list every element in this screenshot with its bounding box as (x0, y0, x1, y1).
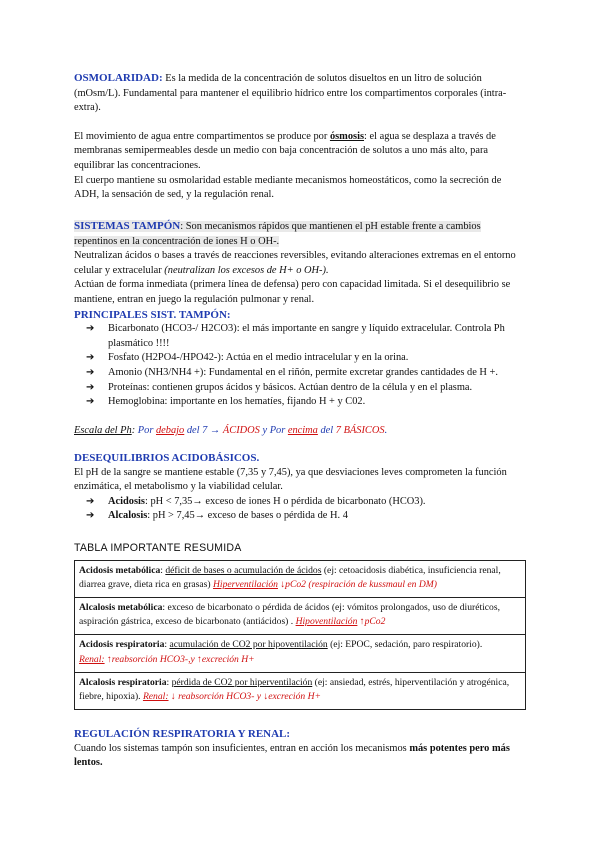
section-desequilibrios (74, 451, 526, 524)
tampon-text: : Son mecanismos rápidos que mantienen el pH estable frente a cambios repentinos en la concentración de iones H o OH-. (74, 221, 481, 247)
list-item: ➔ Alcalosis: pH > 7,45→ exceso de bases o pérdida de H. 4 (74, 509, 526, 524)
arrow-right-icon: ➔ (86, 352, 95, 364)
list-item: ➔ Amonio (NH3/NH4 +): Fundamental en el riñón, permite excretar grandes cantidades de H +. (74, 366, 526, 381)
list-item: ➔ Bicarbonato (HCO3-/ H2CO3): el más importante en sangre y líquido extracelular. Controla Ph plasmático !!!! (86, 323, 505, 349)
escala-line: Escala del Ph: Por debajo del 7 → ÁCIDOS y Por encima del 7 BÁSICOS. (74, 425, 388, 436)
arrow-right-icon: ➔ (86, 396, 95, 408)
arrow-right-icon: ➔ (86, 495, 95, 507)
section-sistemas-tampon (74, 219, 526, 410)
table-row (75, 635, 526, 672)
osmo-text: Es la medida de la concentración de solutos disueltos en un litro de solución (mOsm/L). Fundamental para mantener el equilibrio hídrico entre los compartimentos corporales (intra-extra). (74, 73, 507, 114)
arrow-right-icon: ➔ (86, 510, 95, 522)
section-tabla (74, 541, 526, 710)
tampon-heading: SISTEMAS TAMPÓN (74, 220, 181, 232)
list-item: ➔ Hemoglobina: importante en los hematíes, fijando H + y C02. (74, 395, 526, 410)
osmosis-term: ósmosis (329, 130, 365, 142)
summary-table (74, 560, 526, 711)
arrow-right-icon: ➔ (86, 366, 95, 378)
table-row (75, 560, 526, 597)
osmo-paragraph-1 (74, 71, 526, 116)
regulacion-heading: REGULACIÓN RESPIRATORIA Y RENAL: (74, 728, 291, 740)
principales-heading: PRINCIPALES SIST. TAMPÓN: (74, 308, 231, 321)
osmo-paragraph-2: El movimiento de agua entre compartimentos se produce por ósmosis: el agua se desplaza a través de membranas semipermeables desde un medio con baja concentración de solutos a uno más alto, para equilibrar las concentraciones. (74, 130, 496, 171)
arrow-right-icon: ➔ (86, 323, 95, 335)
buffer-systems-list (74, 322, 526, 410)
tampon-paragraph-2: Neutralizan ácidos o bases a través de reacciones reversibles, evitando alteraciones extremas en el entorno celular y extracelular (neutralizan los excesos de H+ o OH-). (74, 250, 516, 276)
arrow-right-icon: ➔ (86, 381, 95, 393)
deseq-heading: DESEQUILIBRIOS ACIDOBÁSICOS. (74, 452, 260, 464)
table-title: TABLA IMPORTANTE RESUMIDA (74, 542, 242, 554)
section-regulacion (74, 727, 526, 771)
deseq-list (74, 495, 526, 524)
regulacion-paragraph: Cuando los sistemas tampón son insuficientes, entran en acción los mecanismos más potentes pero más lentos. (74, 742, 510, 769)
table-row (75, 598, 526, 635)
table-cell: Alcalosis respiratoria: pérdida de CO2 por hiperventilación (ej: ansiedad, estrés, hiperventilación y atrogénica, fiebre, hipoxia). Renal: ↓ reabsorción HCO3- y ↓excreción H+ (75, 672, 526, 709)
list-item: ➔ Acidosis: pH < 7,35→ exceso de iones H o pérdida de bicarbonato (HCO3). (74, 495, 526, 510)
table-cell: Alcalosis metabólica: exceso de bicarbonato o pérdida de ácidos (ej: vómitos prolongados, uso de diuréticos, aspiración gástrica, exceso de bicarbonato (antiácidos) . Hipoventilación ↑pCo2 (75, 598, 526, 635)
list-item: ➔ Proteínas: contienen grupos ácidos y básicos. Actúan dentro de la célula y en el plasma. (74, 381, 526, 396)
table-cell: Acidosis respiratoria: acumulación de CO2 por hipoventilación (ej: EPOC, sedación, paro respiratorio). Renal: ↑reabsorción HCO3-,y ↑excreción H+ (75, 635, 526, 672)
deseq-paragraph: El pH de la sangre se mantiene estable (7,35 y 7,45), ya que desviaciones leves comprometen la función enzimática, el metabolismo y la viabilidad celular. (74, 466, 507, 493)
osmo-paragraph-3: El cuerpo mantiene su osmolaridad estable mediante mecanismos homeostáticos, como la secreción de ADH, la sensación de sed, y la regulación renal. (74, 174, 502, 201)
list-item: ➔ Fosfato (H2PO4-/HPO42-): Actúa en el medio intracelular y en la orina. (74, 351, 526, 366)
section-escala-ph (74, 424, 526, 439)
table-row (75, 672, 526, 709)
section-osmolaridad (74, 71, 526, 203)
tampon-paragraph-1 (74, 219, 526, 249)
osmo-heading: OSMOLARIDAD: (74, 72, 163, 84)
tampon-paragraph-3: Actúan de forma inmediata (primera línea de defensa) pero con capacidad limitada. Si el desequilibrio se mantiene, entran en juego la regulación pulmonar y renal. (74, 279, 511, 305)
table-cell: Acidosis metabólica: déficit de bases o acumulación de ácidos (ej: cetoacidosis diabética, insuficiencia renal, diarrea grave, dieta rica en grasas) Hiperventilación ↓pCo2 (respiración de kussmaul en DM) (75, 560, 526, 597)
